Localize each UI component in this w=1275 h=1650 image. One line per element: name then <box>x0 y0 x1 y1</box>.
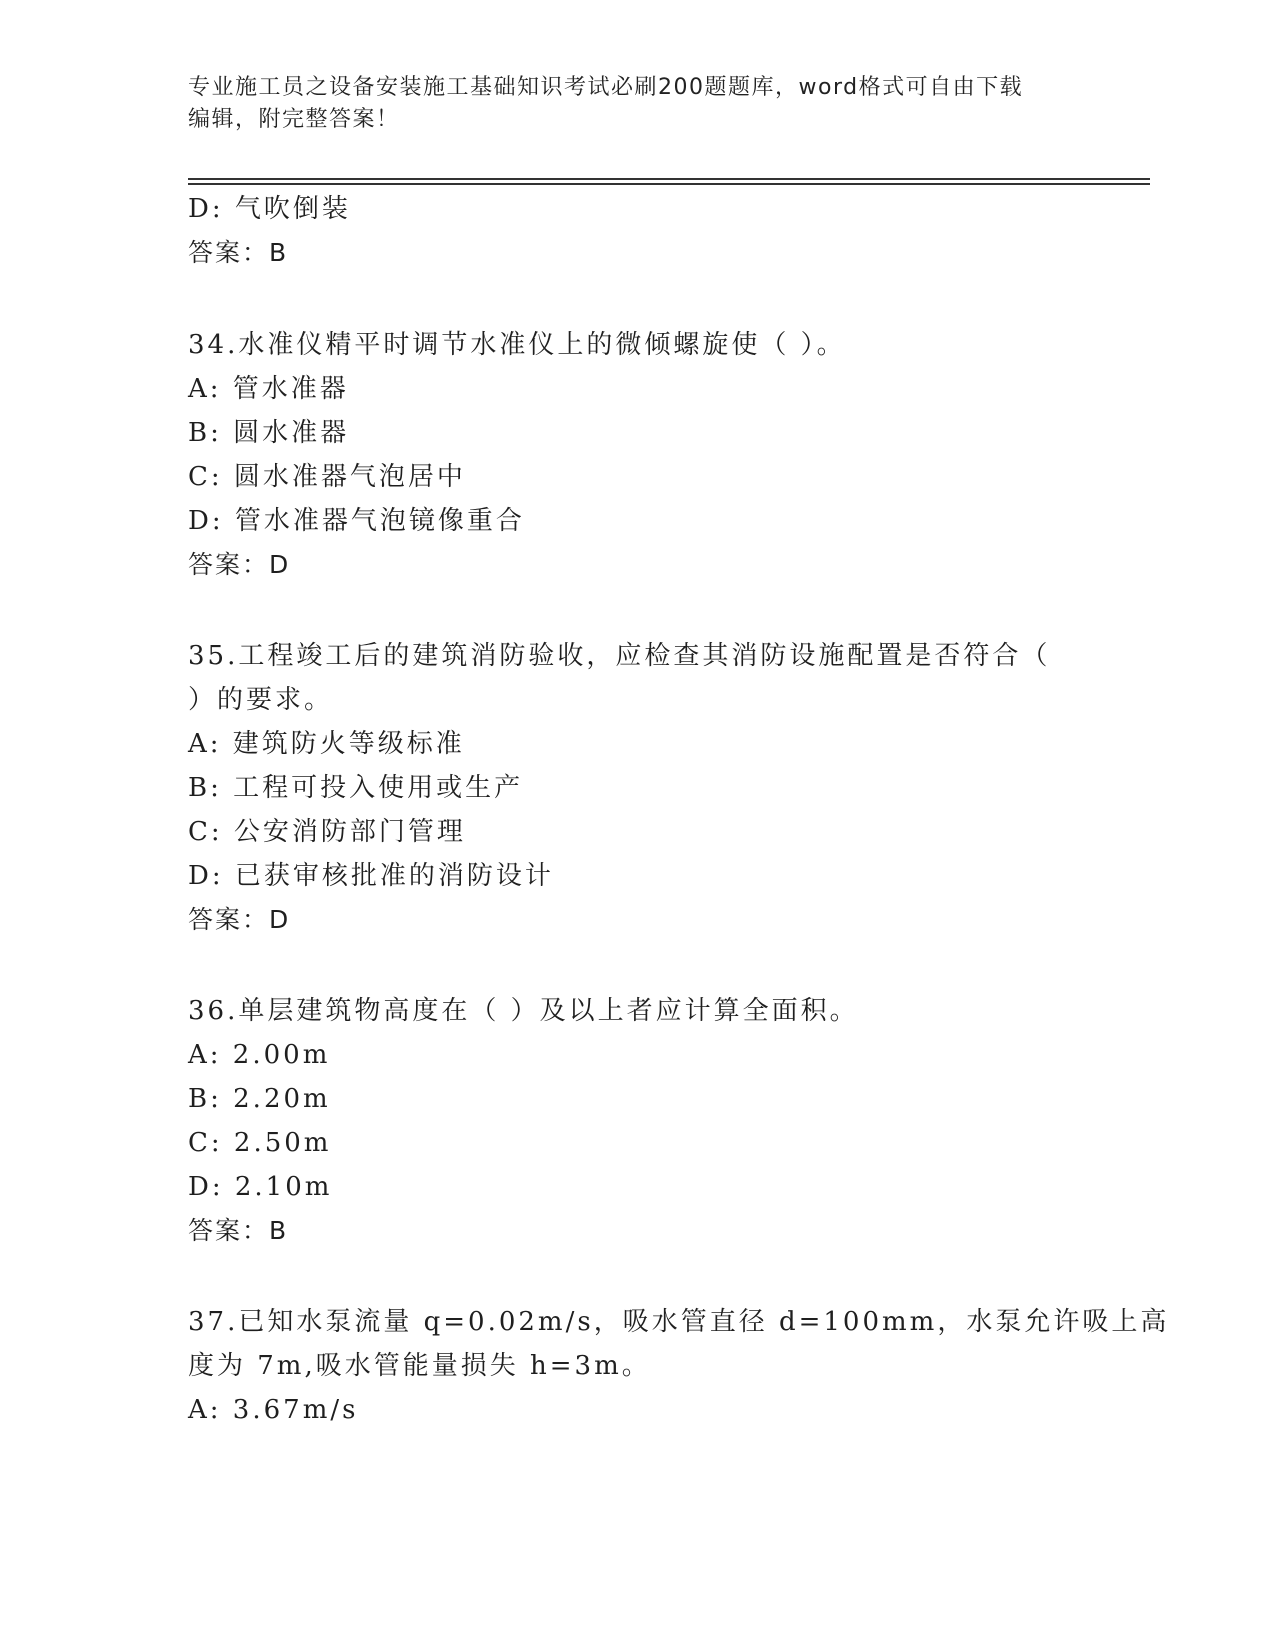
q37-option-a: A: 3.67m/s <box>188 1395 359 1425</box>
q36-stem: 36.单层建筑物高度在（ ）及以上者应计算全面积。 <box>188 996 859 1026</box>
q35-stem-line2: ）的要求。 <box>188 685 334 715</box>
q35-option-b: B: 工程可投入使用或生产 <box>188 773 524 803</box>
q34-answer: 答案：D <box>188 550 291 579</box>
q36-option-a: A: 2.00m <box>188 1040 331 1070</box>
q34-option-d: D: 管水准器气泡镜像重合 <box>188 506 525 536</box>
q33-option-d: D: 气吹倒装 <box>188 194 351 224</box>
q35-option-c: C: 公安消防部门管理 <box>188 817 466 847</box>
header-divider-top <box>188 178 1150 180</box>
q34-option-b: B: 圆水准器 <box>188 418 350 448</box>
q35-option-a: A: 建筑防火等级标准 <box>188 729 465 759</box>
q35-stem-line1: 35.工程竣工后的建筑消防验收，应检查其消防设施配置是否符合（ <box>188 641 1051 671</box>
header-title-line1: 专业施工员之设备安装施工基础知识考试必刷200题题库，word格式可自由下载 <box>188 75 1024 100</box>
q35-option-d: D: 已获审核批准的消防设计 <box>188 861 554 891</box>
document-header <box>188 72 1068 136</box>
q34-option-a: A: 管水准器 <box>188 374 349 404</box>
q34-stem: 34.水准仪精平时调节水准仪上的微倾螺旋使（ ）。 <box>188 330 846 360</box>
q36-option-b: B: 2.20m <box>188 1084 331 1114</box>
q37-stem-line1: 37.已知水泵流量 q=0.02m/s，吸水管直径 d=100mm，水泵允许吸上高 <box>188 1307 1170 1337</box>
q36-answer: 答案：B <box>188 1216 289 1245</box>
header-title-line2: 编辑，附完整答案！ <box>188 107 400 132</box>
q35-answer: 答案：D <box>188 905 291 934</box>
header-divider-bottom <box>188 183 1150 185</box>
q36-option-d: D: 2.10m <box>188 1172 333 1202</box>
q36-option-c: C: 2.50m <box>188 1128 332 1158</box>
q37-stem-line2: 度为 7m,吸水管能量损失 h=3m。 <box>188 1351 651 1381</box>
q34-option-c: C: 圆水准器气泡居中 <box>188 462 466 492</box>
q33-answer: 答案：B <box>188 238 289 267</box>
